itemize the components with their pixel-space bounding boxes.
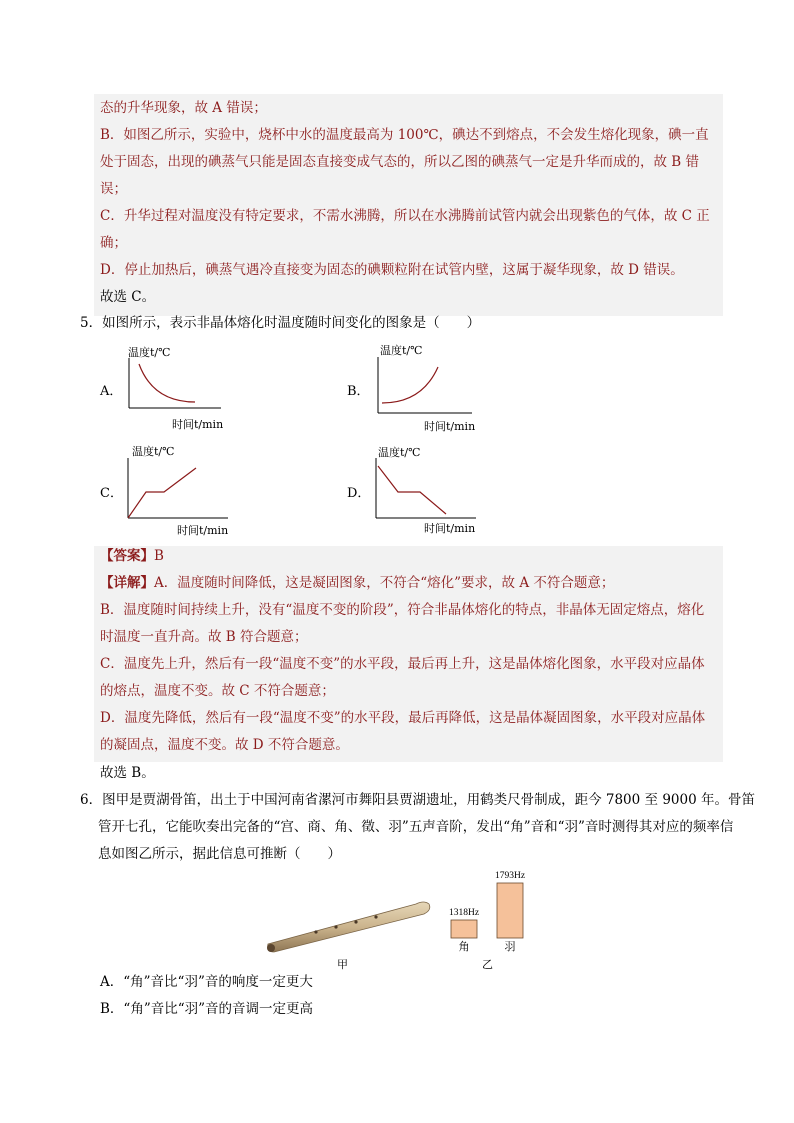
graph-d-ylabel: 温度t/℃: [378, 446, 421, 459]
graph-b-ylabel: 温度t/℃: [380, 344, 423, 357]
graph-d-curve: [378, 466, 446, 514]
graph-b-option: B．: [347, 384, 370, 399]
explanation-line: D．停止加热后，碘蒸气遇冷直接变为固态的碘颗粒附在试管内壁，这属于凝华现象，故 D 错误。: [100, 262, 684, 278]
detail-text: A．温度随时间降低，这是凝固图象，不符合“熔化”要求，故 A 不符合题意；: [154, 575, 615, 591]
graph-b: [374, 355, 474, 417]
graph-c-curve: [128, 468, 196, 518]
graph-a-option: A．: [100, 384, 123, 399]
explanation-line: C．升华过程对温度没有特定要求，不需水沸腾，所以在水沸腾前试管内就会出现紫色的气体，故 C 正: [100, 208, 710, 224]
detail-line: 的熔点，温度不变。故 C 不符合题意；: [100, 683, 335, 699]
fig-yi-label: 乙: [482, 958, 493, 971]
graph-c: [124, 456, 234, 520]
bar-freq-label: 1318Hz: [448, 908, 480, 918]
answer-tag: 【答案】: [100, 548, 154, 564]
graph-d-xlabel: 时间t/min: [424, 522, 476, 535]
explanation-line: B．如图乙所示，实验中，烧杯中水的温度最高为 100℃，碘达不到熔点，不会发生熔化现象，碘一直: [100, 127, 709, 143]
graph-a-ylabel: 温度t/℃: [128, 346, 171, 359]
detail-line: [100, 573, 614, 593]
bar-jue: [451, 920, 477, 938]
graph-d: [372, 456, 482, 520]
detail-line: 的凝固点，温度不变。故 D 不符合题意。: [100, 737, 349, 753]
explanation-line: 误；: [100, 181, 127, 197]
fig-jia-label: 甲: [337, 958, 348, 971]
bone-flute-image: [266, 892, 436, 952]
explanation-line: 确；: [100, 235, 127, 251]
detail-line: 时温度一直升高。故 B 符合题意；: [100, 629, 308, 645]
bar-freq-label: 1793Hz: [494, 871, 526, 881]
bar-name-label: 羽: [504, 940, 516, 953]
graph-c-xlabel: 时间t/min: [177, 524, 229, 537]
q6-option: B．“角”音比“羽”音的音调一定更高: [100, 1001, 314, 1017]
explanation-line: 态的升华现象，故 A 错误；: [100, 100, 267, 116]
q5-conclusion: 故选 B。: [100, 765, 155, 781]
graph-a-xlabel: 时间t/min: [172, 418, 224, 431]
detail-line: C．温度先上升，然后有一段“温度不变”的水平段，最后再上升，这是晶体熔化图象，水平段对应晶体: [100, 656, 705, 672]
prev-conclusion: 故选 C。: [100, 289, 156, 305]
detail-line: B．温度随时间持续上升，没有“温度不变的阶段”，符合非晶体熔化的特点，非晶体无固定熔点，熔化: [100, 602, 705, 618]
frequency-bar-figure: [445, 870, 545, 953]
graph-b-curve: [382, 367, 438, 403]
detail-line: D．温度先降低，然后有一段“温度不变”的水平段，最后再降低，这是晶体凝固图象，水平段对应晶体: [100, 710, 706, 726]
detail-tag: 【详解】: [100, 575, 154, 591]
q5-stem: 5．如图所示，表示非晶体熔化时温度随时间变化的图象是（ ）: [80, 315, 481, 331]
graph-d-option: D．: [347, 486, 371, 501]
q6-option: A．“角”音比“羽”音的响度一定更大: [100, 974, 313, 990]
graph-a: [125, 356, 225, 416]
q5-answer: [100, 546, 164, 566]
q6-stem-line: 6．图甲是贾湖骨笛，出土于中国河南省漯河市舞阳县贾湖遗址，用鹤类尺骨制成，距今 7800 至 9000 年。骨笛: [80, 792, 755, 808]
graph-a-curve: [139, 364, 195, 402]
bar-name-label: 角: [458, 940, 470, 953]
q6-stem-line: 息如图乙所示，据此信息可推断（ ）: [98, 846, 341, 862]
bar-yu: [497, 883, 523, 938]
graph-c-ylabel: 温度t/℃: [132, 445, 175, 458]
q6-stem-line: 管开七孔，它能吹奏出完备的“宫、商、角、徵、羽”五声音阶，发出“角”音和“羽”音时测得其对应的频率信: [98, 819, 734, 835]
answer-value: B: [154, 548, 164, 564]
graph-c-option: C．: [100, 486, 123, 501]
explanation-line: 处于固态，出现的碘蒸气只能是固态直接变成气态的，所以乙图的碘蒸气一定是升华而成的，故 B 错: [100, 154, 700, 170]
graph-b-xlabel: 时间t/min: [424, 420, 476, 433]
